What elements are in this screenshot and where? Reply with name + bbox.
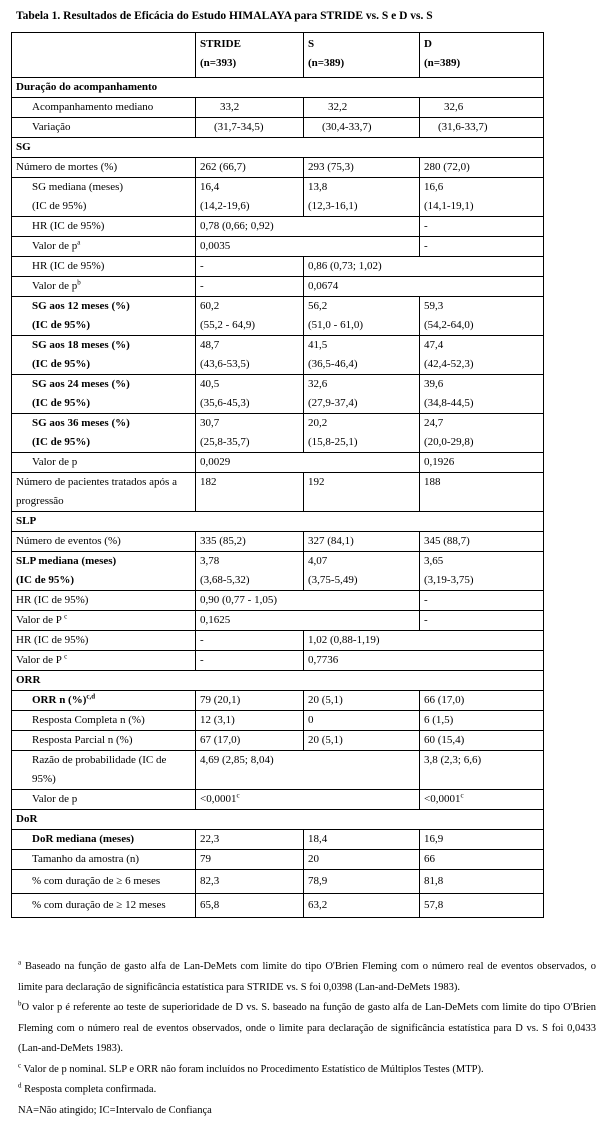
- row-label: Resposta Parcial n (%): [12, 731, 196, 751]
- cell: 0,86 (0,73; 1,02): [304, 257, 544, 277]
- table-row: [12, 414, 544, 453]
- row-label: Valor de $p^b$: [12, 277, 196, 297]
- section-heading: SG: [12, 138, 544, 158]
- table-row: [12, 217, 544, 237]
- table-row: [12, 118, 544, 138]
- cell: 82,3: [196, 870, 304, 894]
- footnote-a: $^a$ Baseado na função de gasto alfa de Lan-DeMets com limite do tipo O'Brien Fleming com o número real de eventos observados, o limite para declaração de significância estatística para STRIDE vs. S foi 0,0398 (Lan-and-DeMets 1983).: [18, 958, 596, 993]
- cell: 60,2 (55,2 - 64,9): [196, 297, 304, 336]
- cell: -: [420, 611, 544, 631]
- table-row: [12, 453, 544, 473]
- cell: 59,3 (54,2-64,0): [420, 297, 544, 336]
- table-row: [12, 237, 544, 257]
- row-label: Valor de $p^a$: [12, 237, 196, 257]
- cell: 1,02 (0,88-1,19): [304, 631, 544, 651]
- section-row-sg: [12, 138, 544, 158]
- row-label: Número de mortes (%): [12, 158, 196, 178]
- cell: 3,65 (3,19-3,75): [420, 552, 544, 591]
- cell: 20 (5,1): [304, 731, 420, 751]
- cell: 40,5 (35,6-45,3): [196, 375, 304, 414]
- table-row: [12, 277, 544, 297]
- cell: 66 (17,0): [420, 691, 544, 711]
- cell: (30,4-33,7): [304, 118, 420, 138]
- cell: 0: [304, 711, 420, 731]
- row-label: Tamanho da amostra (n): [12, 850, 196, 870]
- cell: 13,8 (12,3-16,1): [304, 178, 420, 217]
- cell: 188: [420, 473, 544, 512]
- cell: 4,07 (3,75-5,49): [304, 552, 420, 591]
- table-row: [12, 731, 544, 751]
- footnote-c: $^c$ Valor de p nominal. SLP e ORR não foram incluídos no Procedimento Estatístico de Múltiplos Testes (MTP).: [18, 1061, 484, 1075]
- cell: -: [196, 277, 304, 297]
- table-row: [12, 691, 544, 711]
- cell: 16,6 (14,1-19,1): [420, 178, 544, 217]
- cell: 0,1625: [196, 611, 420, 631]
- cell: 4,69 (2,85; 8,04): [196, 751, 420, 790]
- section-heading: DoR: [12, 810, 544, 830]
- cell: 345 (88,7): [420, 532, 544, 552]
- cell: 262 (66,7): [196, 158, 304, 178]
- cell: 65,8: [196, 894, 304, 918]
- cell: 30,7 (25,8-35,7): [196, 414, 304, 453]
- header-d: D (n=389): [420, 33, 544, 78]
- table-row: [12, 611, 544, 631]
- row-label: HR (IC de 95%): [12, 591, 196, 611]
- cell: 192: [304, 473, 420, 512]
- table-row: [12, 532, 544, 552]
- cell: 0,90 (0,77 - 1,05): [196, 591, 420, 611]
- cell: 32,6 (27,9-37,4): [304, 375, 420, 414]
- table-header-row: [12, 33, 544, 78]
- row-label: Valor de p: [12, 453, 196, 473]
- table-row: [12, 178, 544, 217]
- cell: 63,2: [304, 894, 420, 918]
- cell: <0,0001$^c$: [420, 790, 544, 810]
- cell: 18,4: [304, 830, 420, 850]
- table-row: [12, 870, 544, 894]
- row-label: SLP mediana (meses) (IC de 95%): [12, 552, 196, 591]
- row-label: HR (IC de 95%): [12, 257, 196, 277]
- cell: 3,8 (2,3; 6,6): [420, 751, 544, 790]
- table-row: [12, 552, 544, 591]
- section-row-slp: [12, 512, 544, 532]
- table-row: [12, 830, 544, 850]
- cell: 20,2 (15,8-25,1): [304, 414, 420, 453]
- table-row: [12, 711, 544, 731]
- cell: 327 (84,1): [304, 532, 420, 552]
- row-label: HR (IC de 95%): [12, 217, 196, 237]
- cell: 24,7 (20,0-29,8): [420, 414, 544, 453]
- cell: 57,8: [420, 894, 544, 918]
- row-label: Razão de probabilidade (IC de 95%): [12, 751, 196, 790]
- footnotes: [18, 957, 596, 1121]
- row-label: SG aos 12 meses (%) (IC de 95%): [12, 297, 196, 336]
- row-label: Valor de P $^c$: [12, 651, 196, 671]
- table-row: [12, 651, 544, 671]
- cell: 335 (85,2): [196, 532, 304, 552]
- cell: 41,5 (36,5-46,4): [304, 336, 420, 375]
- cell: -: [420, 237, 544, 257]
- cell: 0,0035: [196, 237, 420, 257]
- table-row: [12, 257, 544, 277]
- header-s: S (n=389): [304, 33, 420, 78]
- cell: 32,2: [304, 98, 420, 118]
- cell: 6 (1,5): [420, 711, 544, 731]
- row-label: SG aos 24 meses (%) (IC de 95%): [12, 375, 196, 414]
- cell: 60 (15,4): [420, 731, 544, 751]
- row-label: Valor de P $^c$: [12, 611, 196, 631]
- footnote-d: $^d$ Resposta completa confirmada.: [18, 1081, 157, 1095]
- row-label: SG aos 36 meses (%) (IC de 95%): [12, 414, 196, 453]
- cell: 67 (17,0): [196, 731, 304, 751]
- cell: 81,8: [420, 870, 544, 894]
- cell: 3,78 (3,68-5,32): [196, 552, 304, 591]
- cell: 0,78 (0,66; 0,92): [196, 217, 420, 237]
- cell: -: [196, 631, 304, 651]
- section-row-follow: [12, 78, 544, 98]
- row-label: % com duração de ≥ 6 meses: [12, 870, 196, 894]
- cell: 20 (5,1): [304, 691, 420, 711]
- cell: (31,7-34,5): [196, 118, 304, 138]
- cell: 66: [420, 850, 544, 870]
- cell: 32,6: [420, 98, 544, 118]
- cell: 16,9: [420, 830, 544, 850]
- table-row: [12, 297, 544, 336]
- cell: 280 (72,0): [420, 158, 544, 178]
- cell: 0,7736: [304, 651, 544, 671]
- cell: -: [196, 651, 304, 671]
- row-label: Número de eventos (%): [12, 532, 196, 552]
- row-label: SG mediana (meses) (IC de 95%): [12, 178, 196, 217]
- cell: 79 (20,1): [196, 691, 304, 711]
- table-row: [12, 631, 544, 651]
- table-row: [12, 375, 544, 414]
- footnote-abbreviations: NA=Não atingido; IC=Intervalo de Confiança: [18, 1104, 212, 1116]
- cell: 293 (75,3): [304, 158, 420, 178]
- table-row: [12, 591, 544, 611]
- row-label: Resposta Completa n (%): [12, 711, 196, 731]
- row-label: DoR mediana (meses): [12, 830, 196, 850]
- row-label: HR (IC de 95%): [12, 631, 196, 651]
- cell: 33,2: [196, 98, 304, 118]
- cell: 78,9: [304, 870, 420, 894]
- table-title: Tabela 1. Resultados de Eficácia do Estudo HIMALAYA para STRIDE vs. S e D vs. S: [16, 10, 433, 22]
- cell: <0,0001$^c$: [196, 790, 420, 810]
- section-heading: SLP: [12, 512, 544, 532]
- cell: 79: [196, 850, 304, 870]
- cell: 0,0029: [196, 453, 420, 473]
- row-label: Variação: [12, 118, 196, 138]
- row-label: SG aos 18 meses (%) (IC de 95%): [12, 336, 196, 375]
- cell: 22,3: [196, 830, 304, 850]
- row-label: % com duração de ≥ 12 meses: [12, 894, 196, 918]
- cell: 39,6 (34,8-44,5): [420, 375, 544, 414]
- cell: 12 (3,1): [196, 711, 304, 731]
- header-stride: STRIDE (n=393): [196, 33, 304, 78]
- cell: -: [420, 591, 544, 611]
- cell: 48,7 (43,6-53,5): [196, 336, 304, 375]
- row-label: ORR n (%)$^{c,d}$: [12, 691, 196, 711]
- row-label: Acompanhamento mediano: [12, 98, 196, 118]
- section-row-dor: [12, 810, 544, 830]
- section-heading: ORR: [12, 671, 544, 691]
- section-row-orr: [12, 671, 544, 691]
- cell: -: [420, 217, 544, 237]
- table-row: [12, 850, 544, 870]
- cell: 0,0674: [304, 277, 544, 297]
- cell: 56,2 (51,0 - 61,0): [304, 297, 420, 336]
- cell: 182: [196, 473, 304, 512]
- row-label: Valor de p: [12, 790, 196, 810]
- header-empty-cell: [12, 33, 196, 78]
- row-label: Número de pacientes tratados após a progressão: [12, 473, 196, 512]
- table-row: [12, 158, 544, 178]
- section-heading: Duração do acompanhamento: [12, 78, 544, 98]
- table-row: [12, 751, 544, 790]
- cell: 47,4 (42,4-52,3): [420, 336, 544, 375]
- table-row: [12, 473, 544, 512]
- cell: 20: [304, 850, 420, 870]
- cell: -: [196, 257, 304, 277]
- footnote-b: $^b$O valor p é referente ao teste de superioridade de D vs. S. baseado na função de gasto alfa de Lan-DeMets com limite do tipo O'Brien Fleming com o número real de eventos observados, onde o limite para declaração de significância estatística para D vs. S foi 0,0433 (Lan-and-DeMets 1983).: [18, 999, 596, 1054]
- cell: (31,6-33,7): [420, 118, 544, 138]
- table-row: [12, 790, 544, 810]
- table-row: [12, 98, 544, 118]
- table-row: [12, 336, 544, 375]
- table-row: [12, 894, 544, 918]
- cell: 16,4 (14,2-19,6): [196, 178, 304, 217]
- efficacy-table: [11, 32, 544, 918]
- cell: 0,1926: [420, 453, 544, 473]
